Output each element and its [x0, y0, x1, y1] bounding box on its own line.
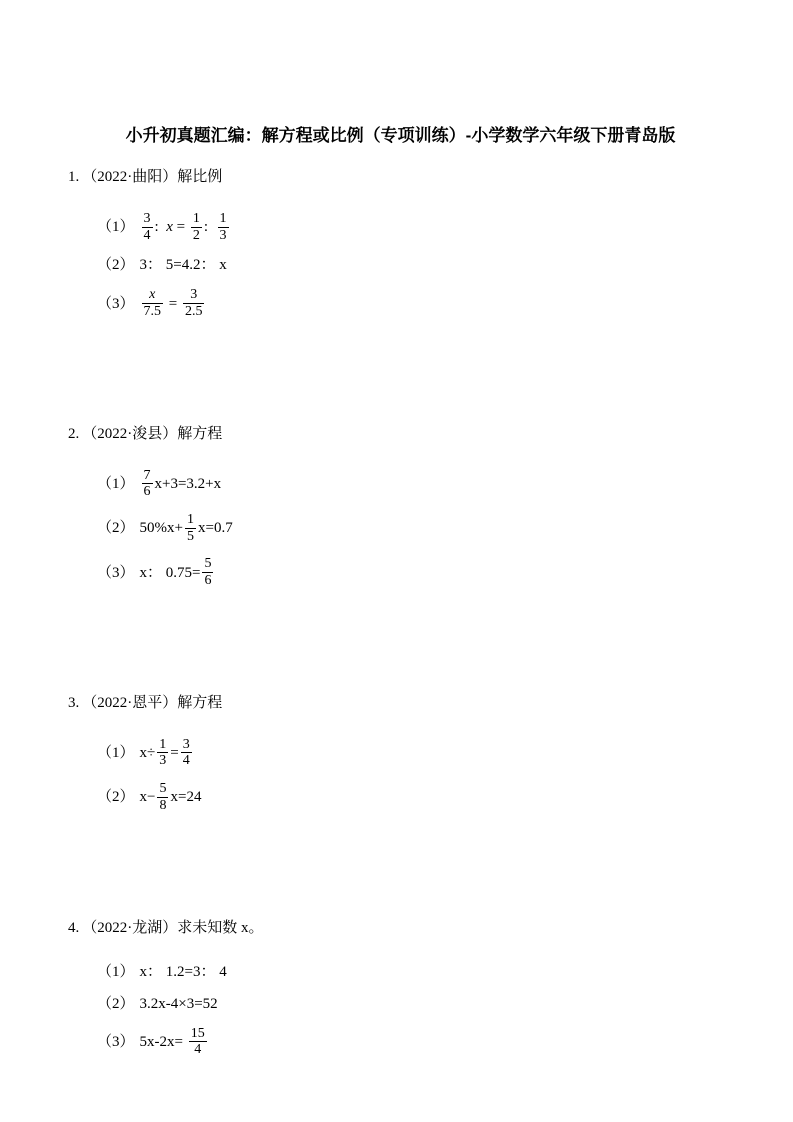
- fraction: $\frac{1}{5}$: [186, 512, 194, 544]
- fraction: $\frac{1}{2}$: [192, 211, 200, 243]
- equation: [140, 255, 227, 275]
- problem-source: （2022·曲阳）: [82, 169, 178, 186]
- problem-source: （2022·龙湖）: [82, 919, 178, 936]
- problem-source: （2022·浚县）: [82, 425, 178, 442]
- equation: [140, 512, 233, 544]
- item-label: （1）: [97, 219, 135, 236]
- fraction: $\frac{1}{3}$: [159, 736, 167, 769]
- equation-text: x÷: [139, 744, 156, 761]
- equation-text: 5x-2x=: [139, 1033, 187, 1050]
- problem-task: 解比例: [177, 169, 223, 186]
- problem-4: [68, 918, 733, 1070]
- problem-3-header: [68, 693, 733, 713]
- problem-number: 1.: [68, 169, 80, 186]
- fraction: $\frac{7}{6}$: [143, 467, 151, 500]
- fraction: $\frac{15}{4}$: [190, 1025, 205, 1058]
- item-label: （2）: [97, 257, 135, 274]
- equation: [140, 556, 216, 588]
- item-label: （2）: [97, 995, 135, 1012]
- equation-text: x+3=3.2+x: [154, 475, 222, 492]
- fraction: $\frac{3}{2.5}$: [184, 287, 203, 320]
- equation-text: :: [154, 219, 167, 236]
- equation: [140, 1026, 209, 1058]
- problem-task: 解方程: [177, 425, 223, 442]
- item-label: （3）: [97, 564, 135, 581]
- item-label: （1）: [97, 963, 135, 980]
- problem-source: （2022·恩平）: [82, 694, 178, 711]
- equation-line: [97, 468, 733, 500]
- equation-text: 50%x+: [139, 520, 183, 537]
- item-label: （1）: [97, 475, 135, 492]
- fraction: $\frac{5}{6}$: [204, 556, 212, 589]
- item-label: （1）: [97, 744, 135, 761]
- problem-2-items: [97, 456, 733, 601]
- problem-task: 求未知数 x。: [177, 919, 264, 936]
- problem-number: 2.: [68, 425, 80, 442]
- equation-line: [97, 737, 733, 769]
- equation-line: [97, 255, 733, 275]
- equation-text: x： 0.75=: [139, 564, 201, 581]
- problem-number: 4.: [68, 919, 80, 936]
- equation-text: x： 1.2=3： 4: [139, 963, 227, 980]
- problem-1: [68, 167, 733, 332]
- problem-2: [68, 424, 733, 601]
- equation-text: x−: [139, 789, 156, 806]
- problem-1-header: [68, 167, 733, 187]
- fraction: $\frac{1}{3}$: [219, 211, 227, 243]
- equation-text: =: [172, 219, 189, 236]
- equation-line: [97, 211, 733, 243]
- equation: [140, 211, 231, 243]
- equation: [140, 468, 222, 500]
- problem-2-header: [68, 424, 733, 444]
- equation-line: [97, 962, 733, 982]
- equation-line: [97, 512, 733, 544]
- equation: [140, 737, 194, 769]
- equation-line: [97, 781, 733, 813]
- fraction: $\frac{3}{4}$: [182, 736, 190, 769]
- problem-4-items: [97, 950, 733, 1070]
- equation-line: [97, 994, 733, 1014]
- problem-3: [68, 693, 733, 826]
- equation-text: 3.2x-4×3=52: [139, 995, 218, 1012]
- equation-text: x=24: [170, 789, 202, 806]
- equation-line: [97, 287, 733, 319]
- fraction: $\frac{5}{8}$: [159, 781, 167, 813]
- equation-text: =: [165, 295, 181, 312]
- equation-text: :: [203, 219, 216, 236]
- problem-3-items: [97, 725, 733, 826]
- equation-text: x: [166, 219, 173, 236]
- item-label: （3）: [97, 1033, 135, 1050]
- equation-line: [97, 556, 733, 588]
- worksheet-title: 小升初真题汇编：解方程或比例（专项训练）-小学数学六年级下册青岛版: [125, 126, 676, 145]
- item-label: （2）: [97, 789, 135, 806]
- equation: [140, 287, 207, 319]
- equation-line: [97, 1026, 733, 1058]
- item-label: （2）: [97, 520, 135, 537]
- fraction: $\frac{3}{4}$: [143, 211, 151, 243]
- item-label: （3）: [97, 295, 135, 312]
- equation: [140, 781, 202, 813]
- equation-text: =: [170, 744, 179, 761]
- equation: [140, 962, 227, 982]
- problem-task: 解方程: [177, 694, 223, 711]
- equation: [140, 994, 218, 1014]
- fraction: $\frac{x}{7.5}$: [143, 287, 162, 320]
- problem-number: 3.: [68, 694, 80, 711]
- equation-text: 3： 5=4.2： x: [139, 257, 227, 274]
- equation-text: x=0.7: [197, 520, 233, 537]
- problem-4-header: [68, 918, 733, 938]
- problem-1-items: [97, 199, 733, 332]
